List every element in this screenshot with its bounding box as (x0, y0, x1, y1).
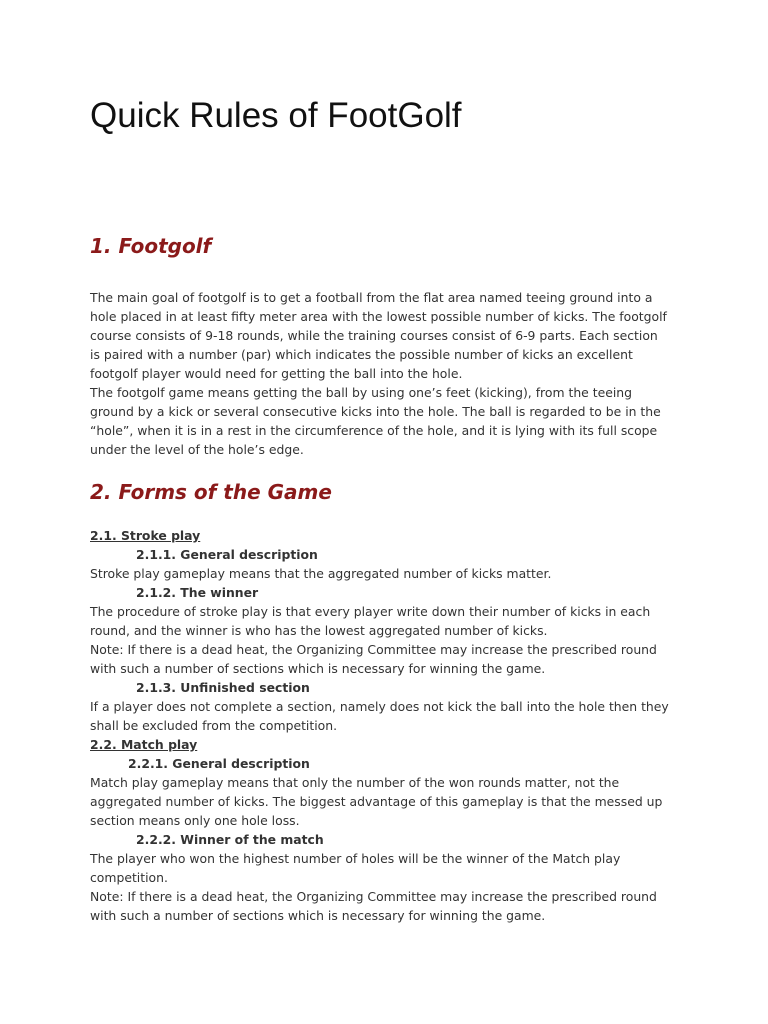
paragraph: The footgolf game means getting the ball by using one’s feet (kicking), from the teeing ground by a kick or several consecutive kicks into the hole. The ball is regarded to be in the “hole”, when it is in a rest in the circumference of the hole, and it is lying with its full scope under the level of the hole’s edge. (90, 385, 661, 457)
subsubsection-heading: 2.2.2. Winner of the match (136, 832, 324, 847)
subsubsection-heading: 2.1.2. The winner (136, 585, 259, 600)
section-footgolf-body (90, 288, 670, 459)
paragraph: The player who won the highest number of holes will be the winner of the Match play competition. (90, 851, 621, 885)
subsubsection-heading: 2.2.1. General description (128, 756, 310, 771)
subsubsection-heading: 2.1.1. General description (136, 547, 318, 562)
note-paragraph: Note: If there is a dead heat, the Organizing Committee may increase the prescribed round with such a number of sections which is necessary for winning the game. (90, 642, 657, 676)
document-title: Quick Rules of FootGolf (90, 96, 462, 135)
section-forms-body (90, 526, 670, 925)
paragraph: Stroke play gameplay means that the aggregated number of kicks matter. (90, 566, 552, 581)
subsubsection-heading: 2.1.3. Unfinished section (136, 680, 310, 695)
paragraph: The main goal of footgolf is to get a football from the flat area named teeing ground into a hole placed in at least fifty meter area with the lowest possible number of kicks. The footgolf course consists of 9-18 rounds, while the training courses consist of 6-9 parts. Each section is paired with a number (par) which indicates the possible number of kicks an excellent footgolf player would need for getting the ball into the hole. (90, 290, 667, 381)
paragraph: If a player does not complete a section, namely does not kick the ball into the hole then they shall be excluded from the competition. (90, 699, 669, 733)
paragraph: The procedure of stroke play is that every player write down their number of kicks in each round, and the winner is who has the lowest aggregated number of kicks. (90, 604, 651, 638)
subsection-heading-stroke-play: 2.1. Stroke play (90, 528, 201, 543)
note-paragraph: Note: If there is a dead heat, the Organizing Committee may increase the prescribed round with such a number of sections which is necessary for winning the game. (90, 889, 657, 923)
section-heading-forms: 2. Forms of the Game (90, 480, 332, 504)
subsection-heading-match-play: 2.2. Match play (90, 737, 198, 752)
section-heading-footgolf: 1. Footgolf (90, 234, 212, 258)
paragraph: Match play gameplay means that only the number of the won rounds matter, not the aggregated number of kicks. The biggest advantage of this gameplay is that the messed up section means only one hole loss. (90, 775, 663, 828)
